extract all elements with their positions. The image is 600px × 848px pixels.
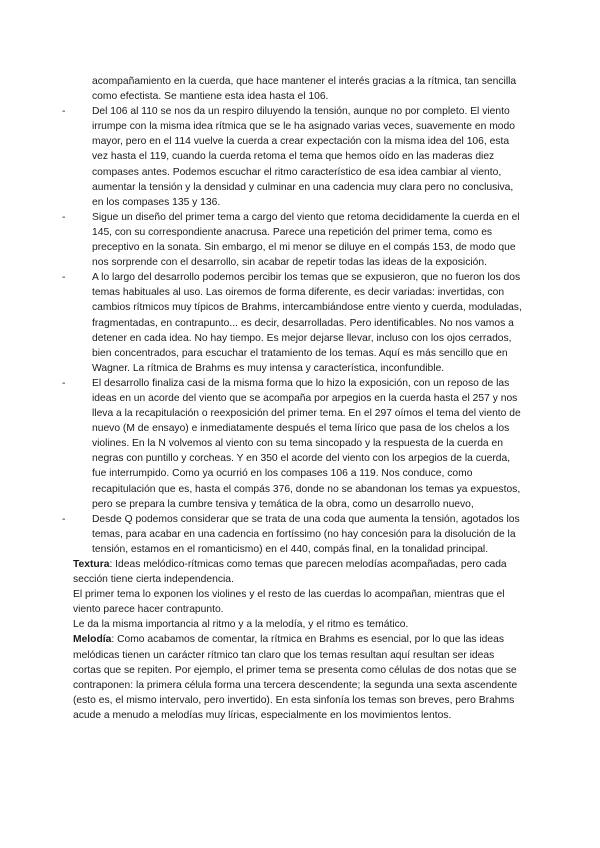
bullet-dash: -	[62, 211, 66, 223]
bullet-text: Del 106 al 110 se nos da un respiro diluyendo la tensión, aunque no por completo. El viento irrumpe con la misma idea rítmica que se le ha asignado varias veces, suavemente en modo mayor, pero en el 114 vuelve la cuerda a crear expectación con la misma idea del 106, esta vez hasta el 119, cuando la cuerda retoma el tema que hemos oído en las maderas diez compases antes. Podemos escuchar el ritmo característico de esa idea cambiar al viento, aumentar la tensión y la densidad y culminar en una cadencia muy clara pero no conclusiva, en los compases 135 y 136.	[92, 106, 515, 208]
bullet-dash: -	[62, 272, 66, 284]
bullet-text: A lo largo del desarrollo podemos percibir los temas que se expusieron, que no fueron los dos temas habituales al uso. Las oiremos de forma diferente, es decir variadas: invertidas, con cambios rítmicos muy típicos de Brahms, intercambiándose entre viento y cuerda, moduladas, fragmentadas, en contrapunto... es decir, desarrolladas. Pero identificables. No nos vamos a detener en cada idea. No hay tiempo. Es mejor dejarse llevar, incluso con los ojos cerrados, bien concentrados, para escuchar el tratamiento de los temas. Aquí es más sencillo que en Wagner. La rítmica de Brahms es muy intensa y característica, inconfundible.	[92, 272, 522, 374]
text-line: Le da la misma importancia al ritmo y a la melodía, y el ritmo es temático.	[73, 619, 409, 631]
bullet-item	[62, 104, 525, 210]
bullet-item	[62, 376, 525, 512]
document-body	[62, 74, 525, 723]
textura-text: : Ideas melódico-rítmicas como temas que parecen melodías acompañadas, pero cada sección tiene cierta independencia.	[73, 559, 507, 586]
continuation-paragraph: acompañamiento en la cuerda, que hace mantener el interés gracias a la rítmica, tan sencilla como efectista. Se mantiene esta idea hasta el 106.	[92, 76, 517, 103]
bullet-dash: -	[62, 377, 66, 389]
bullet-dash: -	[62, 513, 66, 525]
bullet-text: Desde Q podemos considerar que se trata de una coda que aumenta la tensión, agotados los temas, para acabar en una cadencia en fortíssimo (no hay concesión para la disolución de la tensión, estamos en el romanticismo) en el 440, compás final, en la tonalidad principal.	[92, 513, 520, 555]
bullet-dash: -	[62, 106, 66, 118]
text-line: El primer tema lo exponen los violines y el resto de las cuerdas lo acompañan, mientras que el viento parece hacer contrapunto.	[73, 589, 505, 616]
bullet-item	[62, 270, 525, 376]
textura-paragraph	[73, 557, 525, 587]
melodia-label: Melodía	[73, 634, 112, 646]
bullet-item	[62, 210, 525, 270]
bullet-item	[62, 512, 525, 557]
melodia-text: : Como acabamos de comentar, la rítmica en Brahms es esencial, por lo que las ideas melódicas tienen un carácter rítmico tan claro que los temas resultan aquí resultan ser ideas cortas que se repiten. Por ejemplo, el primer tema se presenta como células de dos notas que se contraponen: la primera célula forma una tercera descendente; la segunda una sexta ascendente (esto es, el mismo intervalo, pero invertido). En esta sinfonía los temas son breves, pero Brahms acude a menudo a melodías muy líricas, especialmente en los movimientos lentos.	[73, 634, 518, 721]
melodia-paragraph	[73, 632, 525, 723]
bullet-text: El desarrollo finaliza casi de la misma forma que lo hizo la exposición, con un reposo de las ideas en un acorde del viento que se acompaña por arpegios en la cuerda hasta el 257 y nos lleva a la recapitulación o reexposición del primer tema. En el 297 oímos el tema del viento de nuevo (M de ensayo) e inmediatamente después el tema lírico que pasa de los chelos a los violines. En la N volvemos al viento con su tema sincopado y la respuesta de la cuerda en negras con puntillo y corcheas. Y en 350 el acorde del viento con los arpegios de la cuerda, fue interrumpido. Como ya ocurrió en los compases 106 a 119. Nos conduce, como recapitulación que es, hasta el compás 376, donde no se abandonan los temas ya expuestos, pero se prepara la cumbre tensiva y temática de la obra, como un desarrollo nuevo,	[92, 377, 521, 510]
bullet-text: Sigue un diseño del primer tema a cargo del viento que retoma decididamente la cuerda en el 145, con su correspondiente anacrusa. Parece una repetición del primer tema, como es preceptivo en la sonata. Sin embargo, el mi menor se diluye en el compás 153, de modo que nos sorprende con el desarrollo, sin acabar de repetir todas las ideas de la exposición.	[92, 211, 520, 269]
textura-label: Textura	[73, 559, 110, 570]
